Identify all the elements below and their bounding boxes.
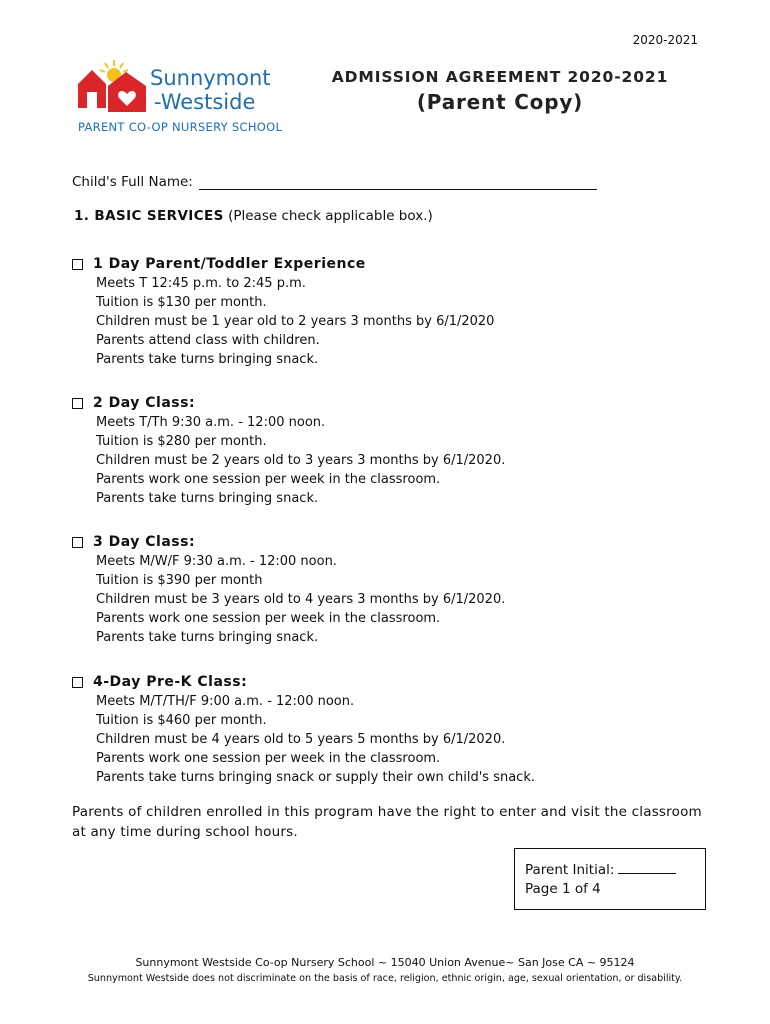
option-line: Meets T/Th 9:30 a.m. - 12:00 noon.	[96, 415, 326, 430]
checkbox-3-day[interactable]	[72, 537, 83, 548]
option-line: Parents take turns bringing snack.	[96, 630, 319, 645]
option-line: Meets M/W/F 9:30 a.m. - 12:00 noon.	[96, 554, 337, 569]
visitation-rights-paragraph: Parents of children enrolled in this program have the right to enter and visit the classroom at any time during school hours.	[72, 804, 702, 840]
option-title: 1 Day Parent/Toddler Experience	[93, 256, 366, 272]
option-title: 4-Day Pre-K Class:	[93, 674, 248, 690]
document-subtitle: (Parent Copy)	[416, 90, 584, 114]
option-2-day	[72, 394, 505, 508]
checkbox-toddler[interactable]	[72, 259, 83, 270]
option-toddler	[72, 255, 494, 369]
option-line: Children must be 2 years old to 3 years 3 months by 6/1/2020.	[96, 453, 506, 468]
option-title: 3 Day Class:	[93, 534, 196, 550]
option-line: Children must be 3 years old to 4 years 3 months by 6/1/2020.	[96, 592, 506, 607]
parent-initial-box	[514, 848, 706, 910]
page-number: Page 1 of 4	[525, 881, 601, 897]
section-note: (Please check applicable box.)	[228, 208, 433, 224]
option-line: Parents take turns bringing snack.	[96, 491, 319, 506]
footer-address: Sunnymont Westside Co-op Nursery School ~ 15040 Union Avenue~ San Jose CA ~ 95124	[135, 956, 635, 969]
option-3-day	[72, 533, 505, 647]
option-line: Parents work one session per week in the classroom.	[96, 472, 441, 487]
document-title: ADMISSION AGREEMENT 2020-2021	[331, 68, 669, 86]
option-line: Tuition is $460 per month.	[96, 713, 267, 728]
option-line: Children must be 1 year old to 2 years 3 months by 6/1/2020	[96, 314, 495, 329]
section-heading	[74, 208, 433, 224]
logo-line1: Sunnymont	[150, 66, 271, 90]
parent-initial-label: Parent Initial:	[525, 862, 615, 878]
logo-subtitle: PARENT CO-OP NURSERY SCHOOL	[78, 120, 283, 134]
option-line: Parents take turns bringing snack.	[96, 352, 319, 367]
checkbox-pre-k[interactable]	[72, 677, 83, 688]
section-title: 1. BASIC SERVICES	[74, 208, 224, 224]
option-line: Meets M/T/TH/F 9:00 a.m. - 12:00 noon.	[96, 694, 355, 709]
option-line: Parents work one session per week in the classroom.	[96, 611, 441, 626]
parent-initial-field[interactable]	[618, 861, 676, 874]
child-name-label: Child's Full Name:	[72, 174, 193, 190]
option-line: Parents attend class with children.	[96, 333, 320, 348]
option-title: 2 Day Class:	[93, 395, 196, 411]
option-line: Tuition is $390 per month	[96, 573, 263, 588]
school-logo	[76, 58, 306, 136]
option-line: Tuition is $280 per month.	[96, 434, 267, 449]
option-pre-k	[72, 673, 535, 787]
option-line: Parents work one session per week in the classroom.	[96, 751, 441, 766]
checkbox-2-day[interactable]	[72, 398, 83, 409]
document-year: 2020-2021	[632, 33, 698, 47]
footer-nondiscrimination: Sunnymont Westside does not discriminate on the basis of race, religion, ethnic origin, age, sexual orientation, or disability.	[87, 973, 683, 984]
option-line: Parents take turns bringing snack or supply their own child's snack.	[96, 770, 535, 785]
child-name-field[interactable]	[199, 173, 597, 190]
option-line: Children must be 4 years old to 5 years 5 months by 6/1/2020.	[96, 732, 506, 747]
logo-line2: -Westside	[154, 90, 256, 114]
option-line: Meets T 12:45 p.m. to 2:45 p.m.	[96, 276, 306, 291]
school-logo-icon	[76, 58, 150, 114]
document-title-block	[318, 68, 682, 114]
child-name-row	[72, 173, 597, 190]
logo-wordmark	[150, 66, 271, 114]
option-line: Tuition is $130 per month.	[96, 295, 267, 310]
